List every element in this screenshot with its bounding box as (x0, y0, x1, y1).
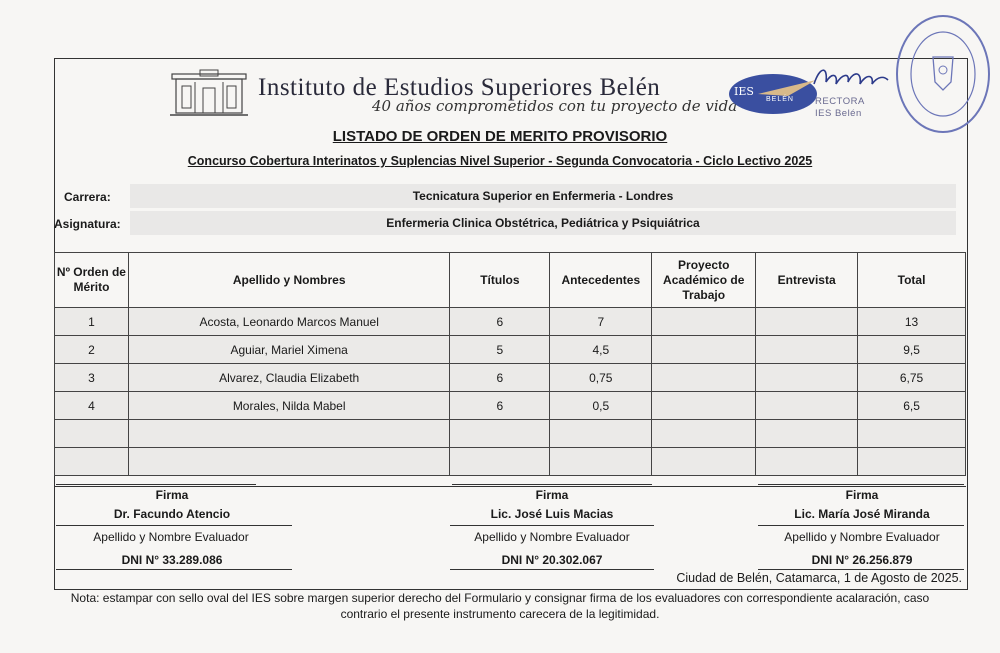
evaluator-dni-2: DNI N° 20.302.067 (501, 553, 603, 567)
cell-orden: 2 (55, 336, 129, 364)
table-row (55, 364, 966, 392)
signature-divider (54, 486, 966, 487)
signature-label-1: Firma (155, 488, 189, 502)
name-underline-1 (56, 525, 292, 526)
signature-line-1 (56, 484, 256, 485)
stamp-line-1: RECTORA (815, 96, 865, 107)
document-subtitle: Concurso Cobertura Interinatos y Suplencias Nivel Superior - Segunda Convocatoria - Ciclo Lectivo 2025 (187, 154, 813, 168)
carrera-label: Carrera: (64, 190, 111, 204)
cell-nombre: Aguiar, Mariel Ximena (128, 336, 450, 364)
cell-nombre: Alvarez, Claudia Elizabeth (128, 364, 450, 392)
document-title: LISTADO DE ORDEN DE MERITO PROVISORIO (332, 128, 668, 145)
cell-total: 13 (858, 308, 966, 336)
col-nombre: Apellido y Nombres (128, 253, 450, 308)
signature-label-3: Firma (845, 488, 879, 502)
evaluator-role-3: Apellido y Nombre Evaluador (784, 530, 940, 544)
cell-total: 6,75 (858, 364, 966, 392)
evaluator-role-1: Apellido y Nombre Evaluador (93, 530, 249, 544)
signature-label-2: Firma (535, 488, 569, 502)
cell-total: 6,5 (858, 392, 966, 420)
evaluator-name-2: Lic. José Luis Macias (490, 507, 614, 521)
cell-entrevista (756, 392, 858, 420)
ies-logo-text: IES (734, 85, 754, 98)
cell-proyecto (652, 336, 756, 364)
cell-proyecto (652, 392, 756, 420)
cell-proyecto (652, 308, 756, 336)
oval-seal-stamp (893, 12, 993, 137)
signature-line-2 (452, 484, 652, 485)
cell-entrevista (756, 308, 858, 336)
table-header-row (55, 253, 966, 308)
cell-titulos: 6 (450, 308, 550, 336)
carrera-value: Tecnicatura Superior en Enfermeria - Londres (130, 184, 956, 208)
table-row (55, 392, 966, 420)
name-underline-2 (450, 525, 654, 526)
col-titulos: Títulos (450, 253, 550, 308)
col-antecedentes: Antecedentes (550, 253, 652, 308)
stamp-line-2: IES Belén (815, 108, 862, 119)
dni-underline-2 (450, 569, 654, 570)
cell-antecedentes: 0,75 (550, 364, 652, 392)
cell-antecedentes: 4,5 (550, 336, 652, 364)
cell-titulos: 6 (450, 392, 550, 420)
footnote: Nota: estampar con sello oval del IES sobre margen superior derecho del Formulario y consignar firma de los evaluadores con correspondiente acalaración, caso contrario el presente instrumento carecera de la legitimidad. (70, 591, 930, 621)
institution-tagline: 40 años comprometidos con tu proyecto de vida (372, 97, 738, 115)
institution-name: Instituto de Estudios Superiores Belén (258, 74, 661, 101)
rector-signature (810, 62, 890, 94)
col-entrevista: Entrevista (756, 253, 858, 308)
evaluator-role-2: Apellido y Nombre Evaluador (474, 530, 630, 544)
cell-nombre: Acosta, Leonardo Marcos Manuel (128, 308, 450, 336)
cell-nombre: Morales, Nilda Mabel (128, 392, 450, 420)
merit-table (54, 252, 966, 476)
ies-logo-subtext: BELÉN (766, 96, 794, 103)
evaluator-dni-1: DNI N° 33.289.086 (121, 553, 223, 567)
cell-entrevista (756, 364, 858, 392)
table-row-empty (55, 448, 966, 476)
ies-logo (728, 72, 818, 116)
building-logo-icon (170, 68, 248, 118)
cell-orden: 4 (55, 392, 129, 420)
signature-line-3 (758, 484, 964, 485)
table-row-empty (55, 420, 966, 448)
cell-proyecto (652, 364, 756, 392)
table-row (55, 308, 966, 336)
col-proyecto: Proyecto Académico de Trabajo (652, 253, 756, 308)
dni-underline-3 (758, 569, 964, 570)
rector-stamp (815, 96, 895, 120)
dni-underline-1 (56, 569, 292, 570)
col-orden: Nº Orden de Mérito (55, 253, 129, 308)
cell-orden: 1 (55, 308, 129, 336)
cell-titulos: 6 (450, 364, 550, 392)
cell-titulos: 5 (450, 336, 550, 364)
cell-total: 9,5 (858, 336, 966, 364)
cell-entrevista (756, 336, 858, 364)
asignatura-label: Asignatura: (54, 217, 121, 231)
evaluator-name-3: Lic. María José Miranda (794, 507, 930, 521)
table-row (55, 336, 966, 364)
cell-orden: 3 (55, 364, 129, 392)
evaluator-name-1: Dr. Facundo Atencio (113, 507, 231, 521)
col-total: Total (858, 253, 966, 308)
asignatura-value: Enfermeria Clinica Obstétrica, Pediátrica y Psiquiátrica (130, 211, 956, 235)
cell-antecedentes: 7 (550, 308, 652, 336)
cell-antecedentes: 0,5 (550, 392, 652, 420)
name-underline-3 (758, 525, 964, 526)
place-date: Ciudad de Belén, Catamarca, 1 de Agosto de 2025. (676, 571, 962, 585)
evaluator-dni-3: DNI N° 26.256.879 (811, 553, 913, 567)
